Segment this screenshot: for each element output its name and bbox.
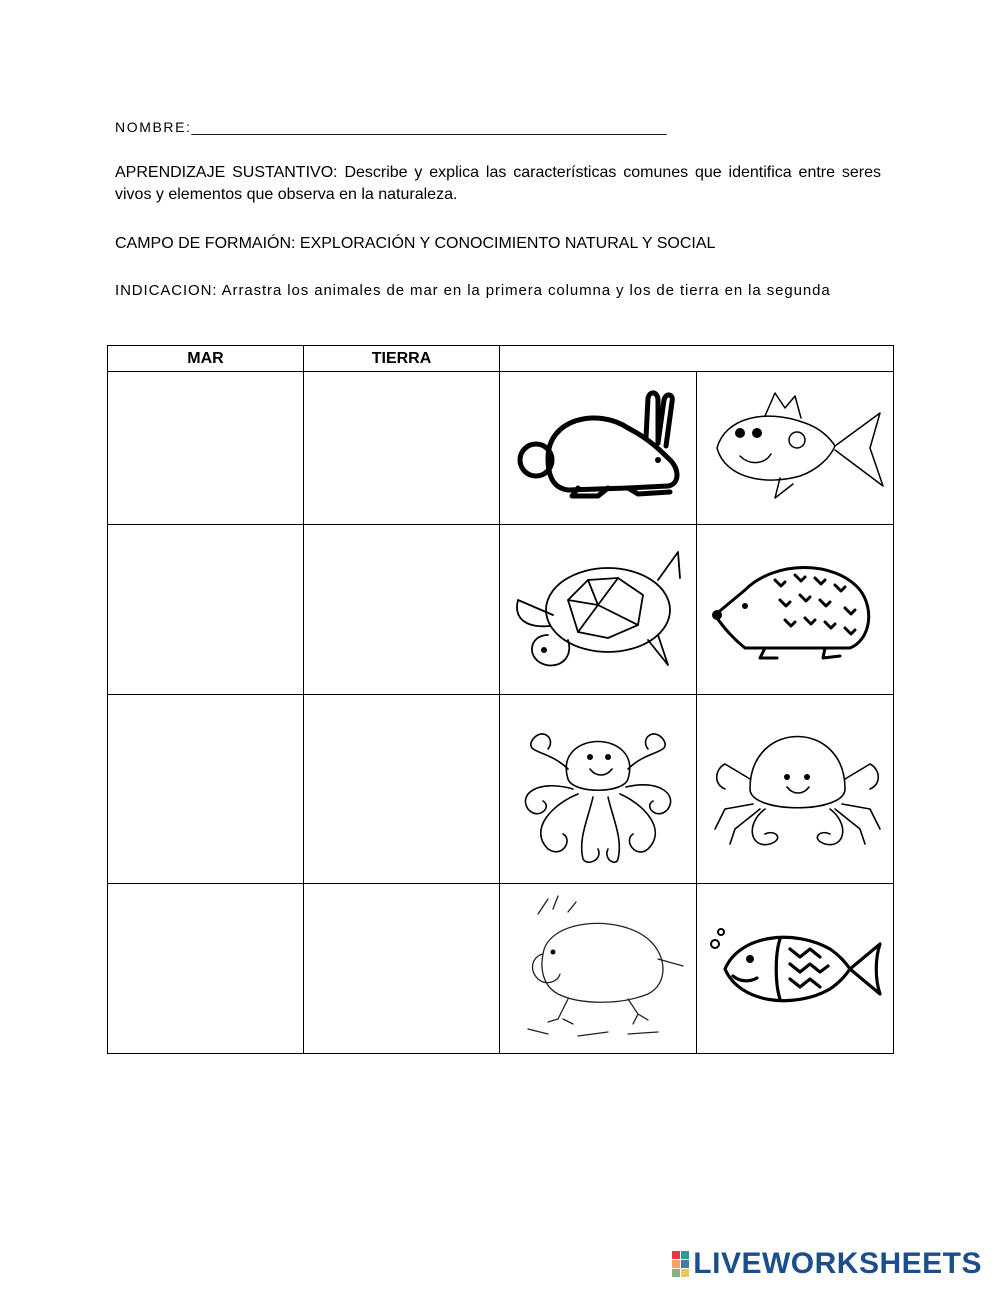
striped-fish-icon [705, 904, 885, 1034]
name-line: _____________________________________________________________ [191, 119, 667, 135]
name-field [115, 116, 881, 138]
drop-zone-tierra[interactable] [304, 695, 500, 884]
crab-icon [705, 709, 885, 869]
octopus-icon [508, 709, 688, 869]
instruction: INDICACION: Arrastra los animales de mar en la primera columna y los de tierra en la segunda [115, 282, 831, 299]
hedgehog-icon [705, 540, 885, 680]
mole-icon [508, 894, 688, 1044]
draggable-fish[interactable] [697, 372, 894, 525]
table-row [108, 695, 894, 884]
drop-zone-mar[interactable] [108, 695, 304, 884]
name-label: NOMBRE: [115, 119, 192, 135]
logo-text: LIVEWORKSHEETS [693, 1247, 982, 1280]
column-header-mar: MAR [108, 346, 304, 372]
draggable-striped-fish[interactable] [697, 884, 894, 1054]
liveworksheets-logo [672, 1247, 982, 1281]
draggable-rabbit[interactable] [500, 372, 697, 525]
table-row [108, 884, 894, 1054]
table-row [108, 525, 894, 695]
learning-objective: APRENDIZAJE SUSTANTIVO: Describe y explica las características comunes que identifica entre seres vivos y elementos que observa en la naturaleza. [115, 164, 881, 203]
drop-zone-mar[interactable] [108, 884, 304, 1054]
turtle-icon [508, 540, 688, 680]
table-header-row [108, 346, 894, 372]
fish-icon [705, 388, 885, 508]
drop-zone-tierra[interactable] [304, 372, 500, 525]
draggable-crab[interactable] [697, 695, 894, 884]
logo-blocks-icon [672, 1251, 689, 1277]
drop-zone-tierra[interactable] [304, 884, 500, 1054]
training-field: CAMPO DE FORMAIÓN: EXPLORACIÓN Y CONOCIMIENTO NATURAL Y SOCIAL [115, 235, 716, 252]
column-header-images [500, 346, 894, 372]
drop-zone-tierra[interactable] [304, 525, 500, 695]
drop-zone-mar[interactable] [108, 372, 304, 525]
sorting-table [107, 345, 894, 1054]
table-row [108, 372, 894, 525]
draggable-octopus[interactable] [500, 695, 697, 884]
column-header-tierra: TIERRA [304, 346, 500, 372]
draggable-mole[interactable] [500, 884, 697, 1054]
draggable-turtle[interactable] [500, 525, 697, 695]
drop-zone-mar[interactable] [108, 525, 304, 695]
rabbit-icon [508, 388, 688, 508]
draggable-hedgehog[interactable] [697, 525, 894, 695]
